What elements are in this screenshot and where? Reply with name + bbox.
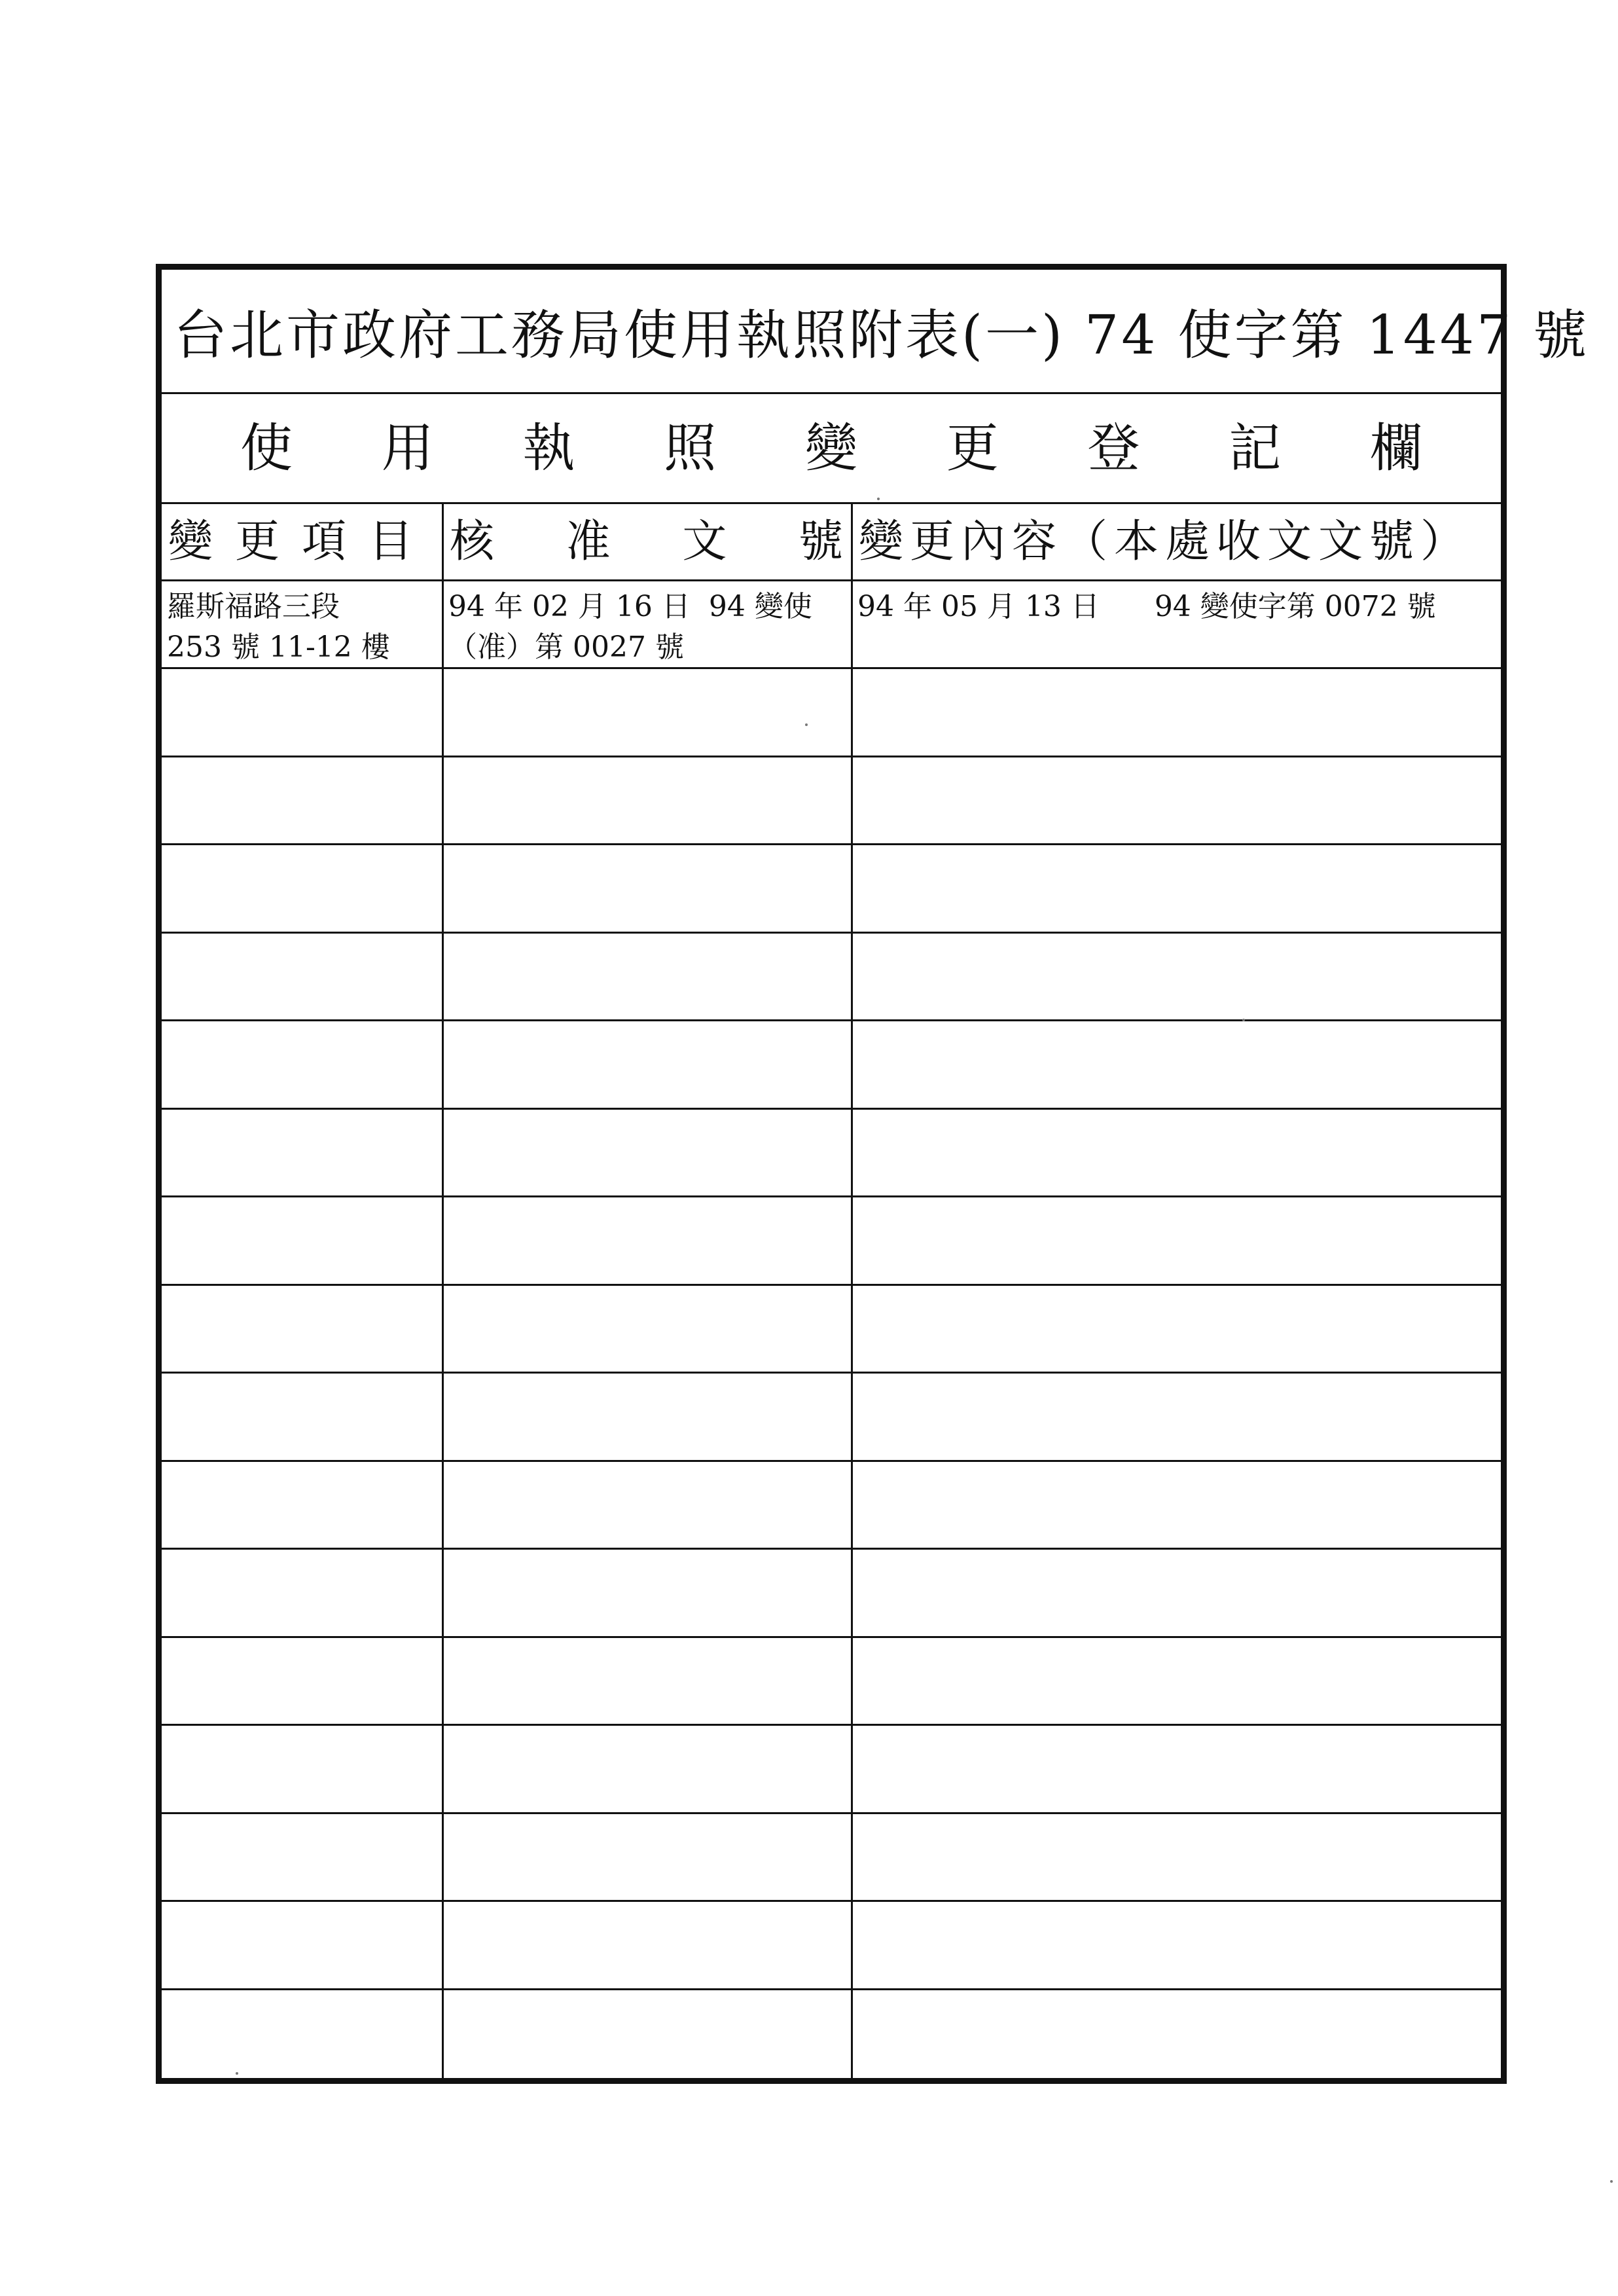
header-approval-no <box>450 516 843 568</box>
item-cell <box>162 1110 443 1195</box>
table-row <box>162 581 1501 669</box>
approval-no-cell <box>443 1902 852 1988</box>
subtitle-char: 欄 <box>1370 417 1422 479</box>
content-cell <box>852 669 1501 755</box>
table-row <box>162 1110 1501 1197</box>
item-cell <box>162 1021 443 1107</box>
scan-speck <box>805 723 808 726</box>
header-approval-char: 核 <box>450 516 495 568</box>
content-cell <box>852 1021 1501 1107</box>
table-row <box>162 934 1501 1021</box>
subtitle-char: 登 <box>1087 417 1140 479</box>
table-row <box>162 1286 1501 1374</box>
table-row <box>162 1374 1501 1461</box>
form-title-row <box>162 270 1590 394</box>
table-row <box>162 845 1501 933</box>
item-cell <box>162 1286 443 1372</box>
content-cell <box>852 1726 1501 1812</box>
subtitle-char: 用 <box>381 417 434 479</box>
approval-no-cell <box>443 1638 852 1724</box>
approval-no-cell <box>443 934 852 1019</box>
item-cell <box>162 1990 443 2078</box>
table-row <box>162 1197 1501 1285</box>
item-cell <box>162 581 443 667</box>
content-cell <box>852 1638 1501 1724</box>
header-cell-approval-no <box>443 504 852 579</box>
header-approval-char: 准 <box>566 516 611 568</box>
table-row <box>162 757 1501 845</box>
item-cell <box>162 845 443 931</box>
approval-no-cell <box>443 1990 852 2078</box>
approval-no-cell <box>443 845 852 931</box>
table-row <box>162 669 1501 757</box>
content-cell-text: 94 年 05 月 13 日 94 變使字第 0072 號 <box>857 590 1436 623</box>
scan-speck <box>877 498 880 500</box>
approval-no-cell <box>443 1021 852 1107</box>
table-row <box>162 1462 1501 1550</box>
item-cell <box>162 757 443 843</box>
content-cell <box>852 1374 1501 1459</box>
approval-no-cell <box>443 1726 852 1812</box>
item-cell <box>162 1462 443 1548</box>
content-cell <box>852 1110 1501 1195</box>
content-cell <box>852 934 1501 1019</box>
table-row <box>162 1021 1501 1109</box>
approval-no-cell <box>443 1286 852 1372</box>
table-row <box>162 1814 1501 1902</box>
content-cell <box>852 845 1501 931</box>
approval-no-cell <box>443 1550 852 1635</box>
column-divider <box>442 504 444 2078</box>
subtitle-char: 使 <box>240 417 293 479</box>
approval-no-cell <box>443 1814 852 1900</box>
approval-no-cell <box>443 757 852 843</box>
content-cell <box>852 1814 1501 1900</box>
subtitle-char: 變 <box>805 417 857 479</box>
header-cell-content <box>852 504 1501 579</box>
content-cell <box>852 1550 1501 1635</box>
content-cell <box>852 1990 1501 2078</box>
approval-no-cell <box>443 1462 852 1548</box>
scan-speck <box>1610 2180 1613 2183</box>
content-cell <box>852 1286 1501 1372</box>
subtitle-char: 照 <box>664 417 717 479</box>
column-divider <box>851 504 853 2078</box>
content-cell <box>852 581 1501 667</box>
content-cell <box>852 757 1501 843</box>
form-title: 台北市政府工務局使用執照附表(一) 74 使字第 1447 號 <box>173 304 1590 367</box>
approval-no-cell-text: 94 年 02 月 16 日 94 變使 （准）第 0027 號 <box>448 590 812 664</box>
header-cell-item <box>162 504 443 579</box>
content-cell <box>852 1197 1501 1283</box>
header-item: 變更項目 <box>168 516 436 568</box>
content-cell <box>852 1462 1501 1548</box>
approval-no-cell <box>443 1197 852 1283</box>
content-cell <box>852 1902 1501 1988</box>
item-cell-text: 羅斯福路三段 253 號 11-12 樓 <box>167 590 390 664</box>
item-cell <box>162 1550 443 1635</box>
column-header-row <box>162 504 1501 581</box>
table-row <box>162 1902 1501 1990</box>
form-subtitle-row <box>162 394 1501 504</box>
item-cell <box>162 934 443 1019</box>
table-row <box>162 1990 1501 2078</box>
item-cell <box>162 669 443 755</box>
scan-speck <box>1242 1019 1245 1021</box>
table-row <box>162 1726 1501 1813</box>
item-cell <box>162 1197 443 1283</box>
approval-no-cell <box>443 1110 852 1195</box>
scan-speck <box>236 2072 238 2075</box>
item-cell <box>162 1726 443 1812</box>
table-row <box>162 1550 1501 1637</box>
table-row <box>162 1638 1501 1726</box>
subtitle-char: 記 <box>1229 417 1282 479</box>
item-cell <box>162 1374 443 1459</box>
header-approval-char: 號 <box>798 516 843 568</box>
subtitle-char: 執 <box>522 417 575 479</box>
header-content: 變更內容（本處收文文號） <box>859 516 1472 568</box>
header-approval-char: 文 <box>682 516 727 568</box>
usage-license-change-register-form <box>156 264 1590 2084</box>
item-cell <box>162 1638 443 1724</box>
item-cell <box>162 1902 443 1988</box>
item-cell <box>162 1814 443 1900</box>
approval-no-cell <box>443 1374 852 1459</box>
subtitle-char: 更 <box>946 417 999 479</box>
approval-no-cell <box>443 581 852 667</box>
approval-no-cell <box>443 669 852 755</box>
